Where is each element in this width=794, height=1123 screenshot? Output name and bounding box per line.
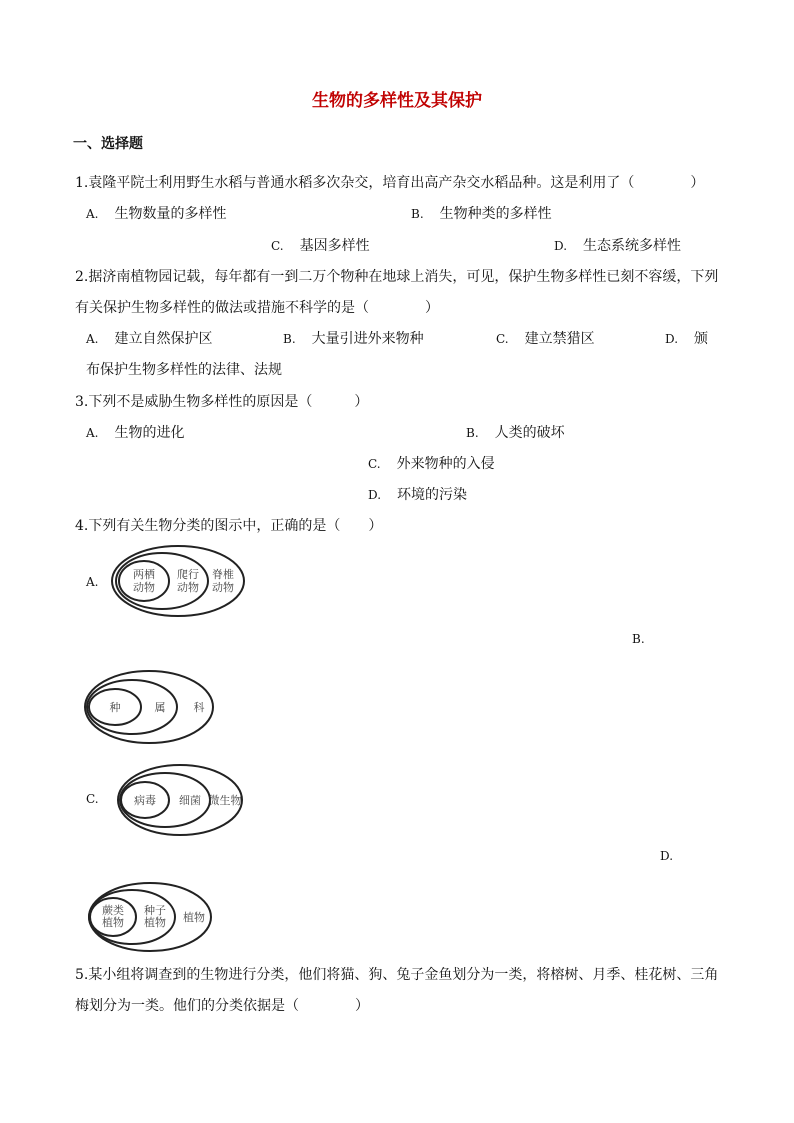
question-1-option-a <box>86 203 226 223</box>
diagram-inner-label: 病毒 <box>134 794 156 807</box>
diagram-inner-label-2: 植物 <box>102 916 124 929</box>
question-2-stem-line-1: 2.据济南植物园记载，每年都有一到二万个物种在地球上消失，可见，保护生物多样性已刻不容缓，下列 <box>75 269 719 285</box>
option-label: C. <box>496 332 509 346</box>
diagram-outer-label: 科 <box>193 701 205 714</box>
question-5-stem-line-1: 5.某小组将调查到的生物进行分类，他们将猫、狗、兔子金鱼划分为一类，将榕树、月季、桂花树、三角 <box>75 967 719 983</box>
diagram-middle-label-2: 植物 <box>144 916 166 929</box>
option-text: 人类的破坏 <box>494 425 565 441</box>
option-label: B. <box>466 426 479 440</box>
diagram-inner-label-2: 动物 <box>133 581 155 594</box>
option-label: D. <box>665 332 679 346</box>
diagram-outer-label: 植物 <box>183 911 205 924</box>
question-3-option-a <box>86 422 184 442</box>
question-4-diagram-c <box>115 762 247 838</box>
question-4-option-a-label: A. <box>86 575 99 589</box>
question-2-stem-line-2: 有关保护生物多样性的做法或措施不科学的是（ ） <box>75 300 439 316</box>
question-3-option-d <box>368 484 467 504</box>
diagram-outer-label-1: 脊椎 <box>212 568 234 581</box>
option-text: 环境的污染 <box>397 487 468 503</box>
option-text: 大量引进外来物种 <box>311 331 424 347</box>
question-2-option-d <box>665 328 708 348</box>
diagram-middle-label-1: 种子 <box>144 904 166 917</box>
diagram-inner-label-1: 蕨类 <box>102 904 124 917</box>
question-2-option-a <box>86 328 212 348</box>
diagram-middle-label-1: 爬行 <box>177 568 199 581</box>
question-4-diagram-b <box>82 667 218 747</box>
diagram-outer-label: 微生物 <box>208 794 242 807</box>
option-text: 生物的进化 <box>114 425 185 441</box>
question-2-option-c <box>496 328 595 348</box>
option-label: D. <box>554 239 568 253</box>
question-1-option-d <box>554 235 681 255</box>
option-label: B. <box>283 332 296 346</box>
question-3-option-b <box>466 422 565 442</box>
option-label: D. <box>368 488 382 502</box>
question-5-stem-line-2: 梅划分为一类。他们的分类依据是（ ） <box>75 998 369 1014</box>
option-label: B. <box>411 207 424 221</box>
option-text: 外来物种的入侵 <box>396 456 495 472</box>
option-text: 生态系统多样性 <box>583 238 682 254</box>
question-4-option-b-label: B. <box>632 632 645 646</box>
diagram-inner-label: 种 <box>109 701 121 714</box>
option-label: A. <box>86 426 99 440</box>
diagram-outer-label-2: 动物 <box>212 581 234 594</box>
question-4-option-d-label: D. <box>660 849 674 863</box>
option-text: 基因多样性 <box>299 238 370 254</box>
option-text: 建立禁猎区 <box>524 331 595 347</box>
question-4-stem: 4.下列有关生物分类的图示中，正确的是（ ） <box>75 518 383 534</box>
page-title: 生物的多样性及其保护 <box>312 91 482 111</box>
diagram-middle-label-2: 动物 <box>177 581 199 594</box>
question-1-stem: 1.袁隆平院士利用野生水稻与普通水稻多次杂交，培育出高产杂交水稻品种。这是利用了（ ） <box>75 175 705 191</box>
diagram-inner-label-1: 两栖 <box>133 568 155 581</box>
question-2-option-b <box>283 328 424 348</box>
option-label: C. <box>271 239 284 253</box>
option-text: 生物数量的多样性 <box>114 206 227 222</box>
option-text: 生物种类的多样性 <box>439 206 552 222</box>
question-1-option-c <box>271 235 370 255</box>
diagram-middle-label: 属 <box>154 701 166 714</box>
question-3-stem: 3.下列不是威胁生物多样性的原因是（ ） <box>75 394 369 410</box>
question-4-option-c-label: C. <box>86 792 99 806</box>
option-label: C. <box>368 457 381 471</box>
question-4-diagram-d <box>86 880 216 954</box>
question-3-option-c <box>368 453 495 473</box>
option-text: 建立自然保护区 <box>114 331 213 347</box>
option-label: A. <box>86 207 99 221</box>
option-label: A. <box>86 332 99 346</box>
option-text: 颁 <box>694 331 709 347</box>
diagram-middle-label: 细菌 <box>179 794 201 807</box>
question-4-diagram-a <box>110 543 250 619</box>
question-2-option-d-continued: 布保护生物多样性的法律、法规 <box>86 362 282 378</box>
section-heading: 一、选择题 <box>73 136 143 152</box>
question-1-option-b <box>411 203 552 223</box>
